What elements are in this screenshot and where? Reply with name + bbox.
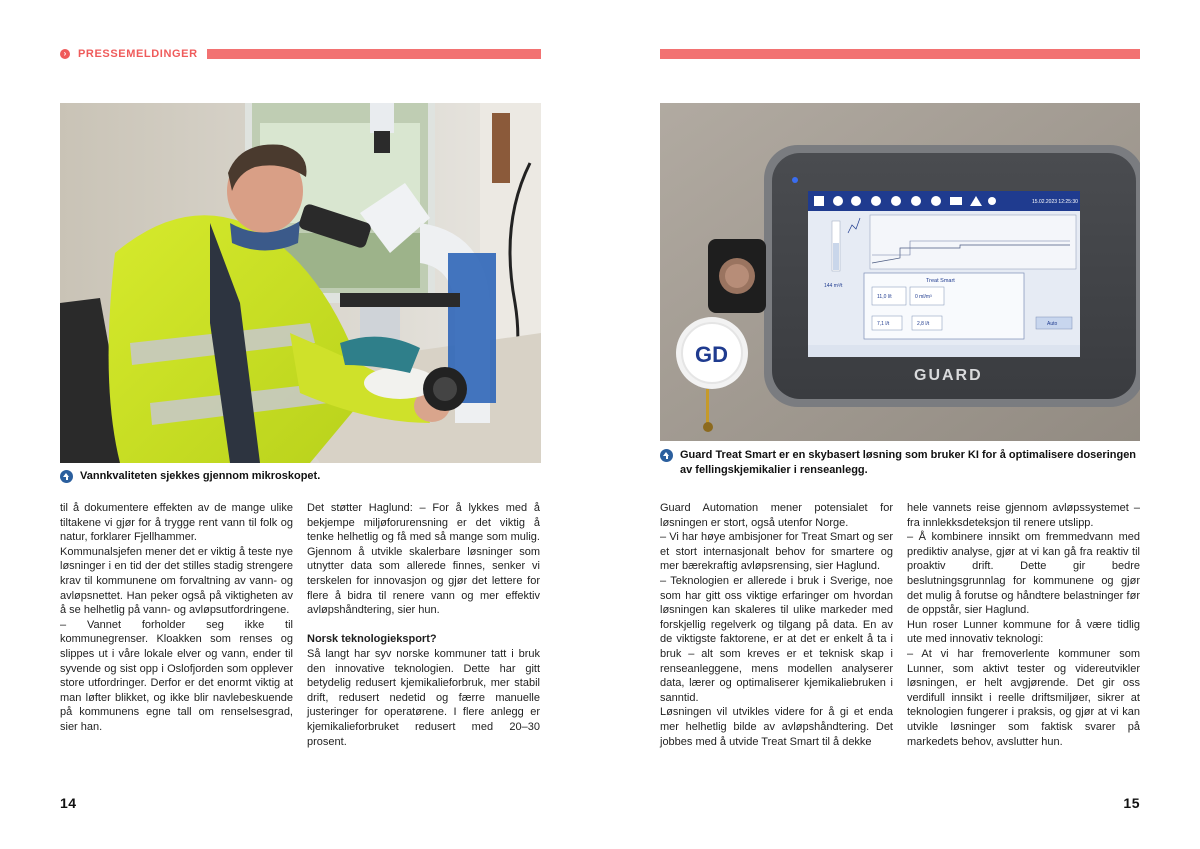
paragraph: Det støtter Haglund: – For å lykkes med å bekjempe miljøforurensning er det viktig å tenke helhetlig og få med så mange som mulig. Gjennom å utvikle skalerbare løsninger som utnytter data som allerede finnes, senker vi terskelen for innovasjon og gjør det lettere for flere å bidra til renere vann og mer effektiv avløpshåndtering, sier hun.	[307, 502, 540, 617]
microscope-photo	[60, 103, 541, 463]
paragraph: Kommunalsjefen mener det er viktig å teste nye løsninger i en tid der det stilles stadig strengere krav til kommunene om forvaltning av vann- og avløpsnettet. Han peker også på viktigheten av å se helhetlig på vann- og avløpsutfordringene.	[60, 545, 293, 617]
page-number: 15	[1123, 795, 1140, 811]
text-column-1	[60, 501, 293, 735]
text-column-2	[307, 501, 540, 749]
device-value-1: 11,0 l/t	[877, 294, 892, 300]
device-value-4: 2,8 l/t	[917, 321, 930, 327]
paragraph: hele vannets reise gjennom avløpssystemet – fra innlekksdeteksjon til renere utslipp.	[907, 502, 1140, 529]
device-flow: 144 m³/t	[824, 283, 843, 289]
header-bar	[207, 49, 541, 59]
gd-logo: GD	[695, 342, 728, 367]
section-label: PRESSEMELDINGER	[78, 48, 198, 60]
photo-caption	[660, 448, 1140, 477]
arrow-up-circle-icon	[660, 449, 673, 462]
page-number: 14	[60, 795, 77, 811]
microscope-photo-image	[60, 103, 541, 463]
right-page	[600, 0, 1200, 849]
paragraph: Så langt har syv norske kommuner tatt i bruk den innovative teknologien. Dette har gitt betydelig redusert kjemikalieforbruk, mer stabil drift, redusert nedetid og færre manuelle justeringer for operatørene. I flere anlegg er kjemikalieforbruket redusert med 20–30 prosent.	[307, 647, 540, 748]
device-photo	[660, 103, 1140, 441]
paragraph: – Vannet forholder seg ikke til kommunegrenser. Kloakken som renses og slippes ut i våre lokale elver og vann, ender til syvende og sist opp i Oslofjorden som opplever store utfordringer. Derfor er det enormt viktig at man løfter blikket, og ikke blir navlebeskuende på kommunens egne tall om renselsesgrad, sier han.	[60, 618, 293, 733]
paragraph: – Vi har høye ambisjoner for Treat Smart og ser et stort internasjonalt behov for smartere og mer bærekraftig avløpsrensing, sier Haglund.	[660, 531, 893, 573]
paragraph: Hun roser Lunner kommune for å være tidlig ute med innovativ teknologi:	[907, 618, 1140, 646]
device-panel-title: Treat Smart	[926, 278, 955, 284]
section-header	[60, 47, 541, 61]
header-bar	[660, 49, 1140, 59]
subheading: Norsk teknologieksport?	[307, 633, 437, 646]
caption-text: Vannkvaliteten sjekkes gjennom mikroskopet.	[80, 470, 321, 482]
device-photo-image	[660, 103, 1140, 441]
device-brand: GUARD	[914, 367, 983, 384]
arrow-circle-icon: ›	[60, 49, 70, 59]
device-value-2: 0 ml/m³	[915, 294, 932, 300]
device-date: 15.02.2023 12:25:30	[1032, 199, 1078, 205]
paragraph: – At vi har fremoverlente kommuner som Lunner, som aktivt tester og videreutvikler løsningen, er helt avgjørende. Det gir oss verdifull innsikt i reelle driftsmiljøer, sikrer at teknologien fungerer i praksis, og gjør at vi kan utvikle løsninger som faktisk svarer på markedets behov, avslutter hun.	[907, 647, 1140, 748]
caption-text: Guard Treat Smart er en skybasert løsning som bruker KI for å optimalisere doseringen av fellingskjemikalier i renseanlegg.	[680, 449, 1137, 476]
paragraph: – Å kombinere innsikt om fremmedvann med prediktiv analyse, gjør at vi kan gå fra reaktiv til proaktiv drift. Dette gir bedre beslutningsgrunnlag for kommunene og gjør det mulig å forutse og håndtere belastninger før de oppstår, sier Haglund.	[907, 531, 1140, 617]
text-column-3	[660, 501, 893, 749]
device-auto-button: Auto	[1047, 321, 1058, 327]
section-header-bar	[660, 47, 1140, 61]
paragraph: – Teknologien er allerede i bruk i Sverige, noe som har gitt oss viktige erfaringer om hvordan løsningen kan skaleres til ulike markeder med forskjellig regelverk og tilgang på data. En av de viktigste faktorene, er at det er enkelt å ta i bruk – alt som kreves er et teknisk skap i renseanleggene, mens modellen analyserer data, lærer og optimaliserer kjemikaliebruken i sanntid.	[660, 574, 893, 704]
device-value-3: 7,1 l/t	[877, 321, 890, 327]
paragraph: Guard Automation mener potensialet for løsningen er stort, også utenfor Norge.	[660, 502, 893, 529]
text-column-4	[907, 501, 1140, 749]
arrow-up-circle-icon	[60, 470, 73, 483]
photo-caption	[60, 469, 541, 484]
paragraph: til å dokumentere effekten av de mange ulike tiltakene vi gjør for å trygge rent vann til folk og natur, forklarer Fjellhammer.	[60, 502, 293, 544]
paragraph: Løsningen vil utvikles videre for å gi et enda mer helhetlig bilde av avløpshåndtering. Det jobbes med å utvide Treat Smart til å dekke	[660, 706, 893, 748]
